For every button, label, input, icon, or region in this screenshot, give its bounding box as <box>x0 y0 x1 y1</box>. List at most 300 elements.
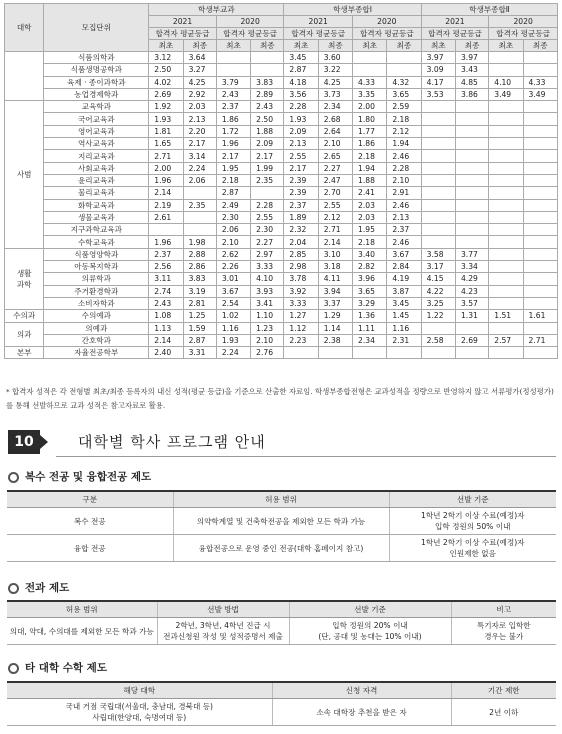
grade-cell: 3.45 <box>284 52 318 64</box>
table-cell: 1학년 2학기 이상 수료(예정)자 인원제한 없음 <box>389 535 556 562</box>
grade-cell: 3.29 <box>353 297 387 309</box>
grade-cell: 2.87 <box>284 64 318 76</box>
grade-cell <box>489 150 523 162</box>
table-row <box>5 248 558 260</box>
header-first: 최초 <box>421 40 455 52</box>
dept-cell: 생물교육과 <box>44 211 149 223</box>
table-row <box>5 236 558 248</box>
grade-cell: 3.83 <box>251 76 284 88</box>
grade-cell <box>523 64 557 76</box>
header-group-3: 학생부종합Ⅱ <box>421 4 557 16</box>
grade-cell <box>421 199 455 211</box>
grade-cell: 3.49 <box>523 88 557 100</box>
grade-cell: 2.68 <box>318 113 352 125</box>
grade-cell <box>353 52 387 64</box>
grade-cell: 4.10 <box>489 76 523 88</box>
grade-cell: 2.85 <box>284 248 318 260</box>
grade-cell: 3.18 <box>318 261 352 273</box>
grade-cell: 2.81 <box>183 297 216 309</box>
grade-cell: 2.46 <box>387 199 421 211</box>
grade-cell <box>489 236 523 248</box>
grade-cell: 1.08 <box>149 310 183 322</box>
table-row <box>5 334 558 346</box>
grade-cell: 2.43 <box>216 88 250 100</box>
grade-cell: 2.18 <box>353 236 387 248</box>
grade-cell: 2.31 <box>387 334 421 346</box>
header-final: 최종 <box>523 40 557 52</box>
grade-cell: 2.27 <box>251 236 284 248</box>
grade-cell: 2.17 <box>251 150 284 162</box>
grade-cell: 2.89 <box>251 88 284 100</box>
grade-cell: 1.16 <box>387 322 421 334</box>
grade-cell: 3.09 <box>421 64 455 76</box>
double-major-table <box>7 490 556 562</box>
grade-cell: 2.55 <box>318 199 352 211</box>
grade-cell: 2.35 <box>183 199 216 211</box>
grade-cell: 2.26 <box>216 261 250 273</box>
grade-cell: 2.61 <box>149 211 183 223</box>
grade-cell: 3.65 <box>387 88 421 100</box>
grade-cell: 3.93 <box>251 285 284 297</box>
grade-cell: 2.10 <box>387 174 421 186</box>
grade-cell: 3.31 <box>183 347 216 359</box>
table-row <box>5 273 558 285</box>
grade-cell: 1.98 <box>183 236 216 248</box>
grade-cell: 2.82 <box>353 261 387 273</box>
grade-cell: 3.60 <box>318 52 352 64</box>
grade-cell: 2.24 <box>216 347 250 359</box>
grade-cell: 2.27 <box>318 162 352 174</box>
grade-cell: 2.28 <box>251 199 284 211</box>
grade-cell <box>455 322 488 334</box>
dept-cell: 수의예과 <box>44 310 149 322</box>
grade-cell <box>455 113 488 125</box>
grade-cell: 3.14 <box>183 150 216 162</box>
grade-cell: 1.31 <box>455 310 488 322</box>
grade-cell <box>523 150 557 162</box>
table-cell: 소속 대학장 추천을 받은 자 <box>272 699 451 726</box>
grade-cell <box>421 347 455 359</box>
header-year: 2020 <box>353 16 422 28</box>
grade-cell: 1.59 <box>183 322 216 334</box>
header-first: 최초 <box>216 40 250 52</box>
grade-cell: 1.93 <box>149 113 183 125</box>
grade-cell: 2.10 <box>216 236 250 248</box>
grade-cell: 1.99 <box>251 162 284 174</box>
grade-cell: 1.72 <box>216 125 250 137</box>
grade-cell <box>523 347 557 359</box>
grade-cell: 1.14 <box>318 322 352 334</box>
grade-cell: 2.62 <box>216 248 250 260</box>
grade-cell <box>216 64 250 76</box>
grade-cell <box>455 125 488 137</box>
header-final: 최종 <box>387 40 421 52</box>
header-final: 최종 <box>251 40 284 52</box>
header-year: 2021 <box>284 16 353 28</box>
grade-cell: 1.29 <box>318 310 352 322</box>
column-header: 신청 자격 <box>272 682 451 699</box>
grade-cell <box>523 199 557 211</box>
table-cell: 의대, 약대, 수의대를 제외한 모든 학과 가능 <box>7 618 157 645</box>
grade-cell: 3.92 <box>284 285 318 297</box>
grade-cell: 2.17 <box>284 162 318 174</box>
grade-cell <box>455 162 488 174</box>
grade-cell: 4.18 <box>284 76 318 88</box>
grade-cell: 1.02 <box>216 310 250 322</box>
grade-cell <box>455 101 488 113</box>
grade-cell: 2.03 <box>183 101 216 113</box>
footnote: * 합격자 성적은 각 전형별 최초/최종 등록자의 내신 성적(평균 등급)을 기준으로 산출한 자료임. 학생부종합전형은 교과성적을 정량으로 반영하지 않고 서류평가(정성평가)를 통해 선발하므로 교과 성적은 참고자료로 활용. <box>6 387 554 410</box>
dept-cell: 수학교육과 <box>44 236 149 248</box>
table-cell: 융합 전공 <box>7 535 173 562</box>
grade-cell: 2.64 <box>318 125 352 137</box>
table-row <box>5 150 558 162</box>
grade-cell: 4.22 <box>421 285 455 297</box>
grade-cell: 3.73 <box>318 88 352 100</box>
grade-cell: 2.18 <box>353 150 387 162</box>
grade-cell: 1.27 <box>284 310 318 322</box>
grade-cell: 2.24 <box>183 162 216 174</box>
grade-cell: 2.09 <box>284 125 318 137</box>
grade-cell: 4.85 <box>455 76 488 88</box>
grade-cell: 2.59 <box>387 101 421 113</box>
grade-cell: 3.11 <box>149 273 183 285</box>
header-year: 2020 <box>216 16 284 28</box>
grade-cell <box>455 224 488 236</box>
header-kind: 합격자 평균등급 <box>421 28 489 40</box>
grade-cell <box>421 125 455 137</box>
grade-cell: 1.13 <box>149 322 183 334</box>
column-header: 구분 <box>7 491 173 508</box>
grade-cell: 3.67 <box>216 285 250 297</box>
grade-cell: 3.83 <box>183 273 216 285</box>
grade-cell <box>455 150 488 162</box>
table-cell: 2학년, 3학년, 4학년 진급 시 전과신청원 작성 및 성적증명서 제출 <box>157 618 289 645</box>
grade-cell <box>183 187 216 199</box>
grade-cell: 2.18 <box>387 113 421 125</box>
column-header: 해당 대학 <box>7 682 272 699</box>
grade-cell: 2.46 <box>387 150 421 162</box>
header-final: 최종 <box>318 40 352 52</box>
grade-cell <box>387 52 421 64</box>
transfer-title: 전과 제도 <box>8 580 69 595</box>
bullet-circle-icon <box>8 663 19 674</box>
grade-cell <box>421 224 455 236</box>
grade-cell: 3.67 <box>387 248 421 260</box>
bullet-circle-icon <box>8 583 19 594</box>
grade-cell <box>489 174 523 186</box>
grade-cell: 3.41 <box>251 297 284 309</box>
grade-cell: 2.37 <box>149 248 183 260</box>
grade-cell <box>455 211 488 223</box>
grade-cell: 1.89 <box>284 211 318 223</box>
dept-cell: 의예과 <box>44 322 149 334</box>
grade-cell <box>523 322 557 334</box>
grade-cell: 3.97 <box>455 52 488 64</box>
grade-cell <box>523 52 557 64</box>
grade-cell <box>489 162 523 174</box>
grade-cell: 2.74 <box>149 285 183 297</box>
dept-cell: 소비자학과 <box>44 297 149 309</box>
admission-grade-table <box>4 3 558 359</box>
grade-cell: 2.37 <box>387 224 421 236</box>
grade-cell: 2.69 <box>455 334 488 346</box>
grade-cell <box>489 64 523 76</box>
grade-cell: 2.34 <box>318 101 352 113</box>
grade-cell <box>489 52 523 64</box>
grade-cell <box>523 174 557 186</box>
exchange-title: 타 대학 수학 제도 <box>8 660 107 675</box>
header-kind: 합격자 평균등급 <box>353 28 422 40</box>
grade-cell: 4.19 <box>387 273 421 285</box>
grade-cell: 2.30 <box>251 224 284 236</box>
grade-cell: 2.54 <box>216 297 250 309</box>
grade-cell <box>489 297 523 309</box>
grade-cell: 1.93 <box>284 113 318 125</box>
grade-cell: 4.29 <box>455 273 488 285</box>
grade-cell: 1.12 <box>284 322 318 334</box>
dept-cell: 식품영양학과 <box>44 248 149 260</box>
grade-cell: 3.87 <box>387 285 421 297</box>
grade-cell: 2.34 <box>353 334 387 346</box>
table-cell: 1학년 2학기 이상 수료(예정)자 입학 정원의 50% 이내 <box>389 508 556 535</box>
grade-cell: 2.40 <box>149 347 183 359</box>
grade-cell: 2.87 <box>183 334 216 346</box>
grade-cell: 2.71 <box>149 150 183 162</box>
table-cell: 복수 전공 <box>7 508 173 535</box>
grade-cell: 1.25 <box>183 310 216 322</box>
grade-cell: 3.27 <box>183 64 216 76</box>
grade-cell <box>523 273 557 285</box>
header-kind: 합격자 평균등급 <box>284 28 353 40</box>
grade-cell <box>183 224 216 236</box>
grade-cell: 2.41 <box>353 187 387 199</box>
column-header: 비고 <box>451 601 556 618</box>
dept-cell: 간호학과 <box>44 334 149 346</box>
grade-cell <box>489 187 523 199</box>
section-arrow <box>40 435 48 449</box>
dept-cell: 농업경제학과 <box>44 88 149 100</box>
grade-cell: 2.46 <box>387 236 421 248</box>
table-row <box>5 310 558 322</box>
grade-cell: 3.12 <box>149 52 183 64</box>
grade-cell <box>421 187 455 199</box>
grade-cell: 4.33 <box>523 76 557 88</box>
header-group-2: 학생부종합Ⅰ <box>284 4 421 16</box>
grade-cell <box>251 187 284 199</box>
grade-cell: 2.70 <box>318 187 352 199</box>
dept-cell: 지리교육과 <box>44 150 149 162</box>
table-row <box>5 113 558 125</box>
grade-cell: 3.56 <box>284 88 318 100</box>
grade-cell <box>421 236 455 248</box>
column-header: 선발 기준 <box>289 601 451 618</box>
table-row <box>7 508 556 535</box>
grade-cell: 2.71 <box>523 334 557 346</box>
grade-cell <box>523 211 557 223</box>
grade-cell: 2.65 <box>318 150 352 162</box>
grade-cell: 2.88 <box>183 248 216 260</box>
grade-cell: 1.86 <box>216 113 250 125</box>
grade-cell: 2.43 <box>251 101 284 113</box>
grade-cell: 2.71 <box>318 224 352 236</box>
section-underline <box>56 456 556 457</box>
grade-cell <box>421 150 455 162</box>
grade-cell: 2.18 <box>216 174 250 186</box>
header-first: 최초 <box>149 40 183 52</box>
header-final: 최종 <box>183 40 216 52</box>
grade-cell: 1.81 <box>149 125 183 137</box>
grade-cell <box>523 236 557 248</box>
college-cell: 본부 <box>5 347 44 359</box>
table-row <box>5 125 558 137</box>
column-header: 허용 범위 <box>173 491 389 508</box>
grade-cell <box>216 52 250 64</box>
grade-cell: 1.88 <box>251 125 284 137</box>
table-cell: 융합전공으로 운영 중인 전공(대학 홈페이지 참고) <box>173 535 389 562</box>
grade-cell: 2.91 <box>387 187 421 199</box>
table-cell: 국내 거점 국립대(서울대, 충남대, 경북대 등) 사립대(한양대, 숙명여대 등) <box>7 699 272 726</box>
grade-cell: 2.28 <box>387 162 421 174</box>
grade-cell: 2.35 <box>251 174 284 186</box>
header-first: 최초 <box>284 40 318 52</box>
header-kind: 합격자 평균등급 <box>149 28 217 40</box>
grade-cell: 1.77 <box>353 125 387 137</box>
grade-cell: 2.03 <box>353 211 387 223</box>
grade-cell: 2.32 <box>284 224 318 236</box>
table-row <box>5 101 558 113</box>
grade-cell: 2.47 <box>318 174 352 186</box>
column-header: 선발 방법 <box>157 601 289 618</box>
header-year: 2021 <box>421 16 489 28</box>
grade-cell <box>523 187 557 199</box>
grade-cell <box>421 174 455 186</box>
grade-cell: 4.25 <box>318 76 352 88</box>
grade-cell: 1.16 <box>216 322 250 334</box>
grade-cell: 1.93 <box>216 334 250 346</box>
header-first: 최초 <box>489 40 523 52</box>
dept-cell: 식품의학과 <box>44 52 149 64</box>
grade-cell: 3.19 <box>183 285 216 297</box>
college-cell: 사범 <box>5 101 44 249</box>
dept-cell: 사회교육과 <box>44 162 149 174</box>
grade-cell: 2.28 <box>284 101 318 113</box>
grade-cell: 1.92 <box>149 101 183 113</box>
grade-cell: 3.65 <box>353 285 387 297</box>
header-final: 최종 <box>455 40 488 52</box>
grade-cell <box>421 101 455 113</box>
grade-cell: 1.10 <box>251 310 284 322</box>
table-row <box>7 618 556 645</box>
grade-cell: 1.36 <box>353 310 387 322</box>
grade-cell: 4.02 <box>149 76 183 88</box>
grade-cell: 3.49 <box>489 88 523 100</box>
grade-cell: 2.55 <box>284 150 318 162</box>
grade-cell <box>523 113 557 125</box>
grade-cell: 2.56 <box>149 261 183 273</box>
table-row <box>5 285 558 297</box>
grade-cell: 4.25 <box>183 76 216 88</box>
grade-cell: 2.00 <box>149 162 183 174</box>
table-row <box>5 52 558 64</box>
grade-cell: 2.06 <box>183 174 216 186</box>
grade-cell: 2.10 <box>318 138 352 150</box>
grade-cell: 3.25 <box>421 297 455 309</box>
grade-cell: 2.06 <box>216 224 250 236</box>
grade-cell: 1.96 <box>149 236 183 248</box>
grade-cell: 1.95 <box>216 162 250 174</box>
grade-cell <box>489 138 523 150</box>
grade-cell <box>489 125 523 137</box>
table-cell: 2년 이하 <box>451 699 556 726</box>
table-cell: 특기자로 입학한 경우는 불가 <box>451 618 556 645</box>
grade-cell <box>149 224 183 236</box>
grade-cell: 2.12 <box>387 125 421 137</box>
grade-cell <box>489 211 523 223</box>
grade-cell: 3.45 <box>387 297 421 309</box>
grade-cell: 3.22 <box>318 64 352 76</box>
grade-cell: 3.79 <box>216 76 250 88</box>
grade-cell: 1.61 <box>523 310 557 322</box>
grade-cell: 2.37 <box>216 101 250 113</box>
grade-cell: 1.51 <box>489 310 523 322</box>
grade-cell: 2.38 <box>318 334 352 346</box>
grade-cell: 2.12 <box>318 211 352 223</box>
grade-cell: 2.14 <box>149 187 183 199</box>
grade-cell <box>489 322 523 334</box>
grade-cell: 3.96 <box>353 273 387 285</box>
grade-cell: 3.53 <box>421 88 455 100</box>
grade-cell <box>455 174 488 186</box>
grade-cell: 2.76 <box>251 347 284 359</box>
college-cell: 의과 <box>5 322 44 347</box>
grade-cell: 3.64 <box>183 52 216 64</box>
header-kind: 합격자 평균등급 <box>489 28 558 40</box>
grade-cell: 2.87 <box>216 187 250 199</box>
grade-cell: 4.23 <box>455 285 488 297</box>
grade-cell: 3.17 <box>421 261 455 273</box>
dept-cell: 의류학과 <box>44 273 149 285</box>
grade-cell <box>353 64 387 76</box>
header-group-1: 학생부교과 <box>149 4 284 16</box>
grade-cell: 4.17 <box>421 76 455 88</box>
dept-cell: 영어교육과 <box>44 125 149 137</box>
grade-cell: 3.33 <box>251 261 284 273</box>
college-cell: 생활 과학 <box>5 248 44 309</box>
grade-cell: 2.14 <box>318 236 352 248</box>
grade-cell: 3.78 <box>284 273 318 285</box>
grade-cell: 2.69 <box>149 88 183 100</box>
grade-cell <box>489 248 523 260</box>
grade-cell: 2.03 <box>353 199 387 211</box>
dept-cell: 지구과학교육과 <box>44 224 149 236</box>
dept-cell: 자율전공학부 <box>44 347 149 359</box>
section-title: 대학별 학사 프로그램 안내 <box>78 433 266 451</box>
table-row <box>5 211 558 223</box>
grade-cell: 1.86 <box>353 138 387 150</box>
grade-cell <box>489 273 523 285</box>
grade-cell: 2.98 <box>284 261 318 273</box>
grade-cell: 2.30 <box>216 211 250 223</box>
grade-cell: 3.58 <box>421 248 455 260</box>
transfer-table <box>7 600 556 645</box>
grade-cell: 4.11 <box>318 273 352 285</box>
table-row <box>5 199 558 211</box>
header-dept: 모집단위 <box>44 4 149 52</box>
grade-cell <box>353 347 387 359</box>
grade-cell: 2.57 <box>489 334 523 346</box>
grade-cell: 1.96 <box>216 138 250 150</box>
